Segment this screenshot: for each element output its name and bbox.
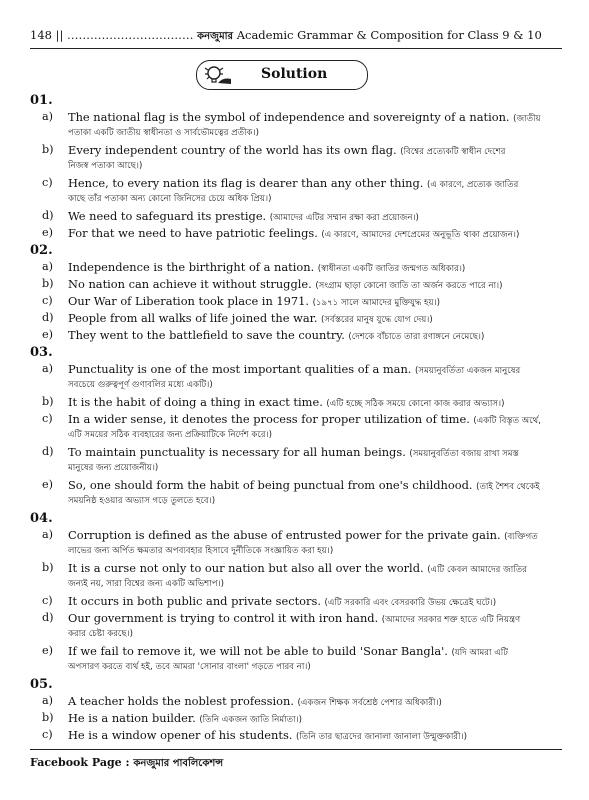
item-letter: d) [42,611,54,624]
bangla-translation-continued: জন্যই নয়, সারা বিশ্বের জন্য একটি অভিশাপ।) [68,579,224,589]
bangla-translation: (আমাদের এটির সম্মান রক্ষা করা প্রয়োজন।) [269,213,419,223]
bangla-translation: (বিশ্বের প্রত্যেকটি স্বাধীন দেশের [400,147,506,157]
english-sentence: If we fail to remove it, we will not be able to build 'Sonar Bangla'. [68,644,448,658]
bangla-translation-continued: নিজস্ব পতাকা আছে।) [68,161,143,171]
item-letter: b) [42,395,54,408]
bangla-translation-continued: এটি সময়ের সঠিক ব্যবহারের জন্য প্রক্রিয়াটিকে নির্দেশ করে।) [68,430,272,440]
bangla-translation: (ব্যক্তিগত [504,532,538,542]
header-dots: …………………………… [67,28,194,42]
bangla-translation-continued: সবচেয়ে গুরুত্বপূর্ণ গুণাবলির মধ্যে একটি।) [68,380,213,390]
bangla-translation-continued: করার চেষ্টা করছে।) [68,629,134,639]
item-letter: e) [42,644,53,657]
english-sentence: Punctuality is one of the most important qualities of a man. [68,362,412,376]
item-letter: b) [42,143,54,156]
english-sentence: In a wider sense, it denotes the process for proper utilization of time. [68,412,470,426]
bangla-translation: (তিনি তার ছাত্রদের জানালা জানালা উন্মুক্তকারী।) [295,732,467,742]
bangla-translation: (আমাদের সরকার শক্ত হাতে এটি নিয়ন্ত্রণ [381,615,521,625]
english-sentence: A teacher holds the noblest profession. [68,694,294,708]
bangla-translation: (সময়ানুবর্তিতা একজন মানুষের [414,366,521,376]
english-sentence: So, one should form the habit of being punctual from one's childhood. [68,478,473,492]
english-sentence: It is a curse not only to our nation but also all over the world. [68,561,424,575]
item-letter: a) [42,528,54,541]
item-letter: a) [42,694,54,707]
bangla-translation: (একজন শিক্ষক সর্বশ্রেষ্ঠ পেশার অধিকারী।) [297,698,442,708]
page-footer [30,756,223,773]
english-sentence: Hence, to every nation its flag is dearer than any other thing. [68,176,424,190]
item-letter: b) [42,711,54,724]
bangla-translation-continued: মানুষের জন্য প্রয়োজনীয়।) [68,463,159,473]
item-letter: c) [42,594,53,607]
item-letter: a) [42,110,54,123]
bangla-translation: (স্বাধীনতা একটি জাতির জন্মগত অধিকার।) [317,264,466,274]
question-number: 02. [30,243,53,258]
english-sentence: No nation can achieve it without struggle. [68,277,312,291]
question-number: 03. [30,345,53,360]
bangla-translation-continued: অপসারণ করতে ব্যর্থ হই, তবে আমরা 'সোনার বাংলা' গড়তে পারব না।) [68,662,311,672]
bangla-translation: (১৯৭১ সালে আমাদের মুক্তিযুদ্ধ হয়।) [312,298,441,308]
header-title: Academic Grammar & Composition for Class 9 & 10 [236,28,542,42]
bangla-translation: (সর্বস্তরের মানুষ যুদ্ধে যোগ দেয়।) [321,315,433,325]
item-letter: e) [42,328,53,341]
bangla-translation-continued: লাভের জন্য অর্পিত ক্ষমতার অপব্যবহার হিসাবে দুর্নীতিকে সংজ্ঞায়িত করা হয়।) [68,546,334,556]
item-letter: b) [42,277,54,290]
item-letter: d) [42,445,54,458]
english-sentence: Every independent country of the world has its own flag. [68,143,397,157]
question-number: 01. [30,93,53,108]
bangla-translation: (সময়ানুবর্তিতা বজায় রাখা সমস্ত [409,449,519,459]
item-letter: d) [42,209,54,222]
bangla-translation-continued: কাছে তাঁর পতাকা অন্য কোনো জিনিসের চেয়ে অধিক প্রিয়।) [68,194,272,204]
page-header [30,28,560,44]
item-letter: c) [42,176,53,189]
question-number: 04. [30,511,53,526]
footer-label: Facebook Page : [30,756,130,769]
bangla-translation: (যদি আমরা এটি [451,648,508,658]
bangla-translation: (এটি সরকারি এবং বেসরকারি উভয় ক্ষেত্রেই ঘটে।) [324,598,497,608]
bangla-translation: (এটি কেবল আমাদের জাতির [427,565,527,575]
english-sentence: It is the habit of doing a thing in exact time. [68,395,323,409]
solution-banner [196,60,368,90]
english-sentence: They went to the battlefield to save the country. [68,328,345,342]
item-letter: b) [42,561,54,574]
header-separator: || [55,28,64,42]
lightbulb-hand-icon [201,64,233,86]
english-sentence: It occurs in both public and private sectors. [68,594,321,608]
question-number: 05. [30,677,53,692]
page-number: 148 [30,28,52,42]
english-sentence: Our War of Liberation took place in 1971. [68,294,310,308]
item-letter: d) [42,311,54,324]
footer-brand: কনজুমার পাবলিকেশন্স [133,758,224,769]
header-divider [30,48,562,49]
footer-divider [30,749,562,750]
bangla-translation: (তাই শৈশব থেকেই [476,482,540,492]
bangla-translation: (এ কারণে, প্রত্যেক জাতির [426,180,519,190]
english-sentence: To maintain punctuality is necessary for all human beings. [68,445,406,459]
english-sentence: We need to safeguard its prestige. [68,209,267,223]
english-sentence: The national flag is the symbol of independence and sovereignty of a nation. [68,110,510,124]
item-letter: c) [42,728,53,741]
english-sentence: He is a nation builder. [68,711,196,725]
item-letter: c) [42,412,53,425]
english-sentence: For that we need to have patriotic feelings. [68,226,318,240]
english-sentence: He is a window opener of his students. [68,728,293,742]
bangla-translation: (এটি হচ্ছে সঠিক সময়ে কোনো কাজ করার অভ্যাস।) [326,399,505,409]
item-letter: e) [42,226,53,239]
bangla-translation: (এ কারণে, আমাদের দেশপ্রেমের অনুভূতি থাকা প্রয়োজন।) [321,230,520,240]
bangla-translation: (জাতীয় [513,114,541,124]
item-letter: e) [42,478,53,491]
header-brand: কনজুমার [197,31,234,42]
item-letter: c) [42,294,53,307]
bangla-translation: (একটি বিস্তৃত অর্থে, [473,416,541,426]
solution-title: Solution [261,66,328,82]
english-sentence: Our government is trying to control it with iron hand. [68,611,379,625]
item-letter: a) [42,362,54,375]
item-letter: a) [42,260,54,273]
english-sentence: People from all walks of life joined the war. [68,311,318,325]
bangla-translation-continued: পতাকা একটি জাতীয় স্বাধীনতা ও সার্বভৌমত্বের প্রতীক।) [68,128,259,138]
bangla-translation: (সংগ্রাম ছাড়া কোনো জাতি তা অর্জন করতে পারে না।) [315,281,503,291]
bangla-translation: (দেশকে বাঁচাতে তারা রণাঙ্গনে নেমেছে।) [348,332,485,342]
bangla-translation-continued: সময়নিষ্ঠ হওয়ার অভ্যাস গড়ে তুলতে হবে।) [68,496,216,506]
bangla-translation: (তিনি একজন জাতি নির্মাতা।) [199,715,303,725]
english-sentence: Corruption is defined as the abuse of entrusted power for the private gain. [68,528,501,542]
english-sentence: Independence is the birthright of a nation. [68,260,315,274]
